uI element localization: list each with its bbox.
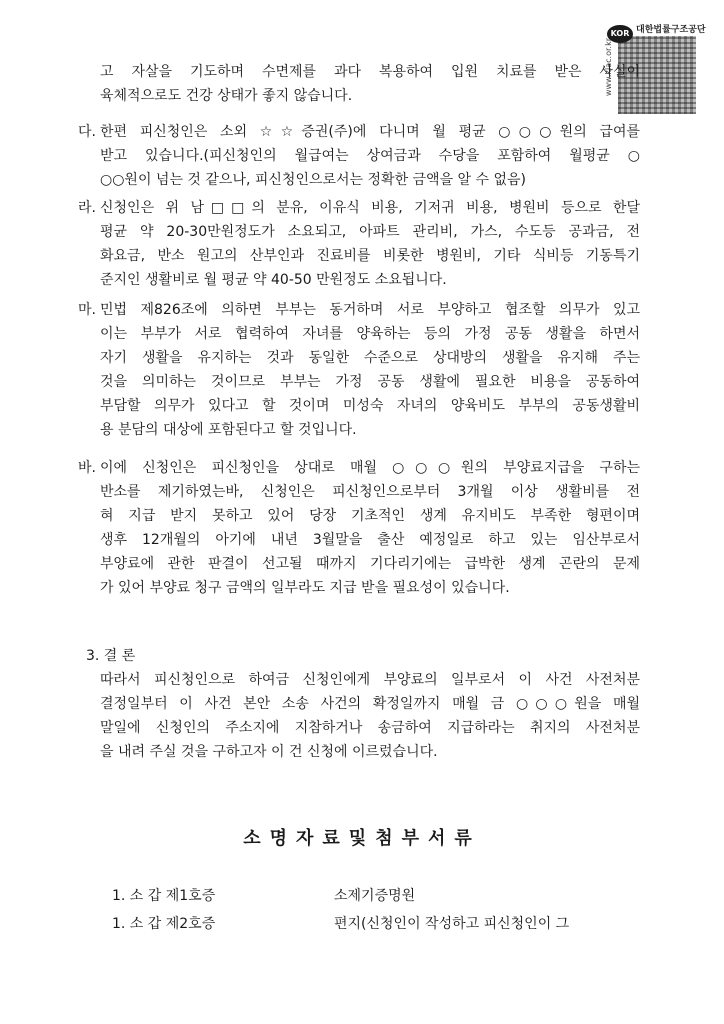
item-marker: 라. [78,200,96,216]
evidence-item-label: 1. 소 갑 제1호증 [112,888,216,904]
item-line: ○○원이 넘는 것 같으나, 피신청인으로서는 정확한 금액을 알 수 없음) [100,172,527,188]
conclusion-line: 따라서 피신청인으로 하여금 신청인에게 부양료의 일부로서 이 사건 사전처분 [100,672,640,688]
item-ba [78,456,640,600]
conclusion-line: 결정일부터 이 사건 본안 소송 사건의 확정일까지 매월 금 ○○○원을 매월 [100,696,640,712]
item-marker: 바. [78,460,96,476]
item-line: 생후 12개월의 아기에 내년 3월말을 출산 예정일로 하고 있는 임산부로서 [100,532,640,548]
item-line: 용 분담의 대상에 포함된다고 할 것입니다. [100,422,357,438]
item-line: 받고 있습니다.(피신청인의 월급여는 상여금과 수당을 포함하여 월평균 ○ [100,148,640,164]
logo-icon: KOR [607,25,633,43]
item-line: 부담할 의무가 있다고 할 것이며 미성숙 자녀의 양육비도 부부의 공동생활비 [100,398,640,414]
item-line: 부양료에 관한 판결이 선고될 때까지 기다리기에는 급박한 생계 곤란의 문제 [100,556,640,572]
conclusion-line: 말일에 신청인의 주소지에 지참하거나 송금하여 지급하라는 취지의 사전처분 [100,720,640,736]
item-line: 준지인 생활비로 월 평균 약 40-50 만원정도 소요됩니다. [100,272,447,288]
item-line: 화요금, 반소 원고의 산부인과 진료비를 비롯한 병원비, 기타 식비등 기동특기 [100,248,640,264]
intro-line: 고 자살을 기도하며 수면제를 과다 복용하여 입원 치료를 받은 사실이 [100,64,640,80]
item-ra [78,196,640,292]
item-line: 평균 약 20-30만원정도가 소요되고, 아파트 관리비, 가스, 수도등 공과금, 전 [100,224,640,240]
item-line: 것을 의미하는 것이므로 부부는 가정 공동 생활에 필요한 비용을 공동하여 [100,374,640,390]
evidence-item-desc: 편지(신청인이 작성하고 피신청인이 그 [334,916,570,932]
item-line: 자기 생활을 유지하는 것과 동일한 수준으로 상대방의 생활을 유지해 주는 [100,350,640,366]
item-line: 가 있어 부양료 청구 금액의 일부라도 지급 받을 필요성이 있습니다. [100,580,510,596]
item-line: 한편 피신청인은 소외 ☆☆증권(주)에 다니며 월 평균 ○○○원의 급여를 [100,124,640,140]
organization-name: 대한법률구조공단 [636,25,706,35]
item-line: 이에 신청인은 피신청인을 상대로 매월 ○○○원의 부양료지급을 구하는 [100,460,640,476]
conclusion-line: 을 내려 주실 것을 구하고자 이 건 신청에 이르렀습니다. [100,744,438,760]
evidence-item-label: 1. 소 갑 제2호증 [112,916,216,932]
organization-url: www.klac.or.kr [604,38,613,97]
item-ma [78,298,640,442]
evidence-item-desc: 소제기증명원 [334,888,416,904]
intro-line: 육체적으로도 건강 상태가 좋지 않습니다. [100,88,353,104]
item-marker: 마. [78,302,96,318]
conclusion-heading: 3. 결 론 [86,648,136,664]
evidence-heading: 소명자료및첨부서류 [243,828,481,849]
intro-paragraph [100,60,640,108]
item-line: 신청인은 위 남□□의 분유, 이유식 비용, 기저귀 비용, 병원비 등으로 한달 [100,200,640,216]
item-line: 반소를 제기하였는바, 신청인은 피신청인으로부터 3개월 이상 생활비를 전 [100,484,640,500]
conclusion-paragraph [100,668,640,764]
item-line: 이는 부부가 서로 협력하여 자녀를 양육하는 등의 가정 공동 생활을 하면서 [100,326,640,342]
item-da [78,120,640,192]
item-line: 민법 제826조에 의하면 부부는 동거하며 서로 부양하고 협조할 의무가 있고 [100,302,640,318]
item-marker: 다. [78,124,96,140]
item-line: 혀 지급 받지 못하고 있어 당장 기초적인 생계 유지비도 부족한 형편이며 [100,508,640,524]
